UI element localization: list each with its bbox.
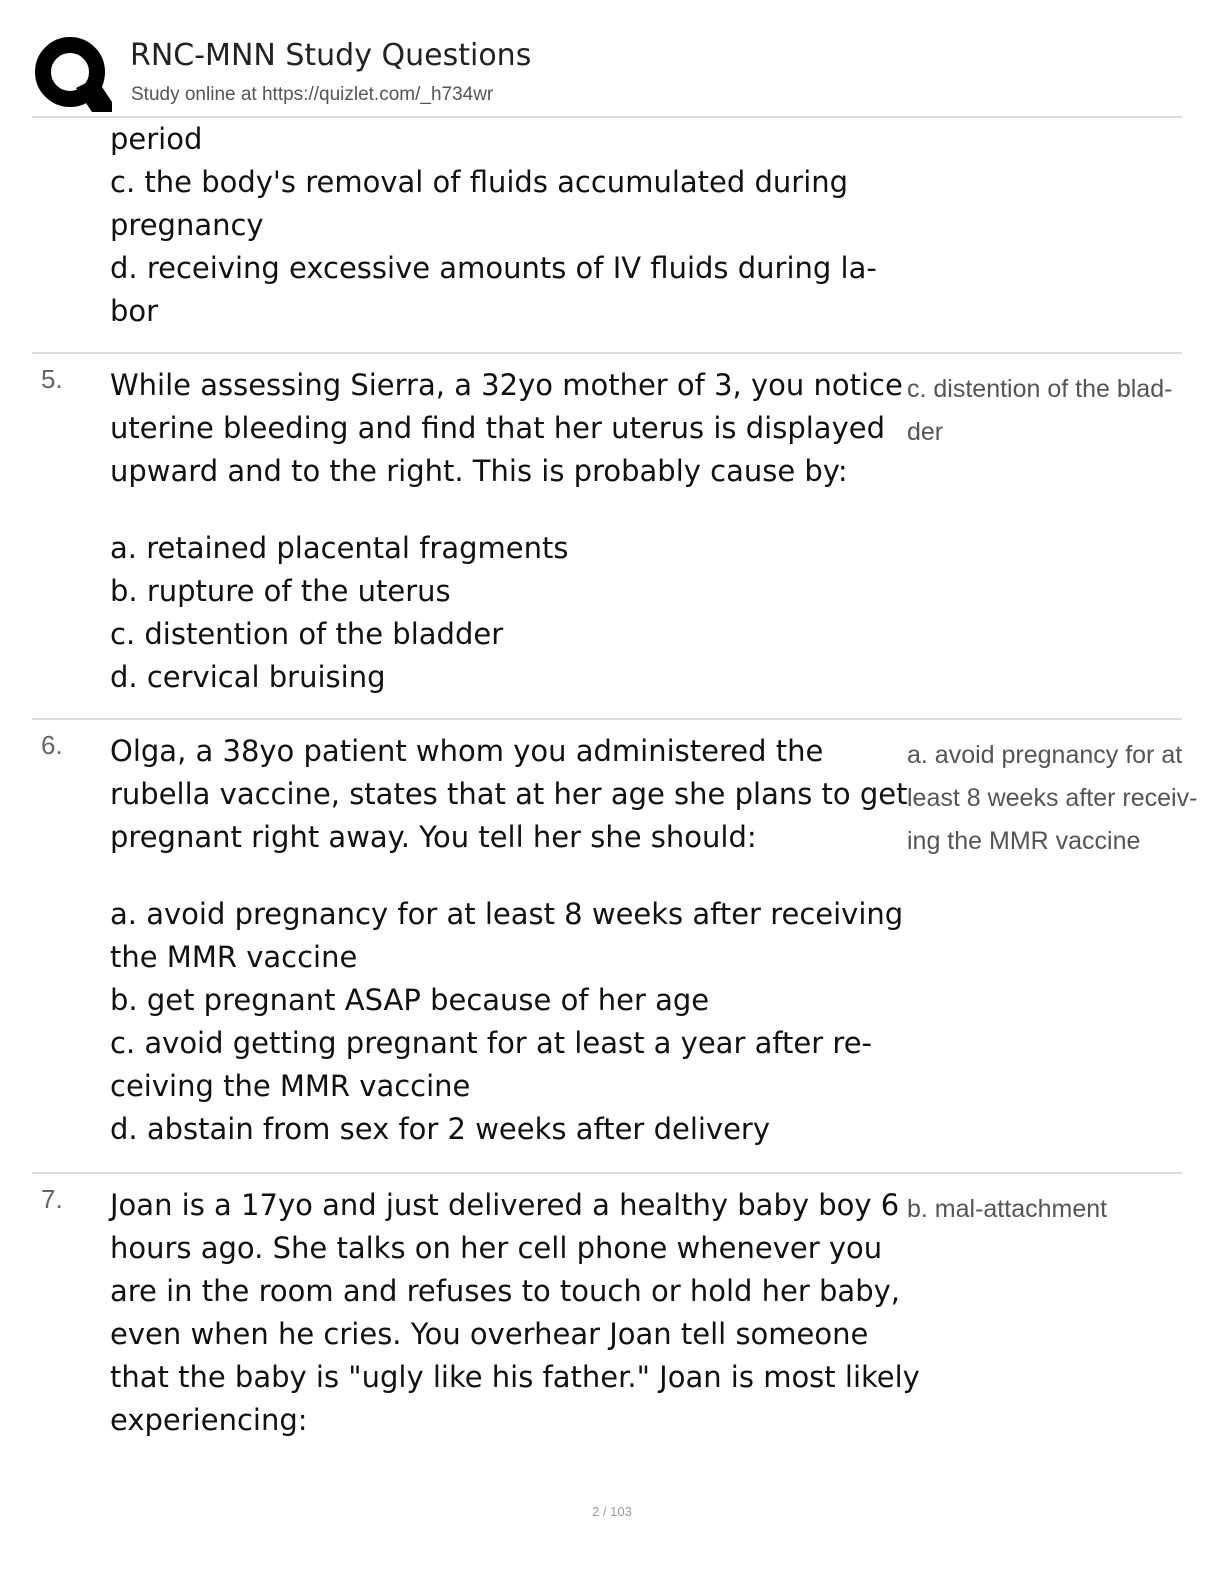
question-number: 5.: [41, 364, 63, 394]
answer-text: [907, 734, 1198, 863]
stem-line: that the baby is "ugly like his father." Joan is most likely: [110, 1360, 920, 1394]
answer-line: least 8 weeks after receiv-: [907, 784, 1198, 812]
option-line: pregnancy: [110, 208, 264, 242]
option-line: b. rupture of the uterus: [110, 574, 451, 608]
option-line: d. receiving excessive amounts of IV fluids during la-: [110, 251, 877, 285]
stem-line: are in the room and refuses to touch or hold her baby,: [110, 1274, 900, 1308]
option-line: c. distention of the bladder: [110, 617, 504, 651]
answer-line: ing the MMR vaccine: [907, 827, 1141, 855]
page-number: 2 / 103: [592, 1504, 632, 1519]
question-text: [110, 118, 910, 333]
question-divider: [32, 1172, 1182, 1174]
answer-text: [907, 368, 1182, 454]
stem-line: While assessing Sierra, a 32yo mother of 3, you notice: [110, 368, 903, 402]
option-line: a. retained placental fragments: [110, 531, 569, 565]
stem-line: uterine bleeding and find that her uterus is displayed: [110, 411, 885, 445]
option-line: period: [110, 122, 203, 156]
document-title: RNC-MNN Study Questions: [130, 38, 532, 73]
question-text: [110, 364, 910, 699]
question-number: 7.: [41, 1184, 63, 1214]
question-text: [110, 1184, 920, 1442]
stem-line: hours ago. She talks on her cell phone whenever you: [110, 1231, 883, 1265]
stem-line: upward and to the right. This is probably cause by:: [110, 454, 848, 488]
option-line: d. abstain from sex for 2 weeks after delivery: [110, 1112, 771, 1146]
option-line: d. cervical bruising: [110, 660, 386, 694]
question-text: [110, 730, 910, 1151]
option-line: bor: [110, 294, 159, 328]
stem-line: Joan is a 17yo and just delivered a healthy baby boy 6: [110, 1188, 900, 1222]
question-divider: [32, 352, 1182, 354]
option-line: c. avoid getting pregnant for at least a year after re-: [110, 1026, 873, 1060]
answer-text: [907, 1188, 1182, 1231]
quizlet-q-logo-icon: [32, 34, 112, 114]
stem-line: pregnant right away. You tell her she should:: [110, 820, 757, 854]
option-line: c. the body's removal of fluids accumulated during: [110, 165, 849, 199]
option-line: b. get pregnant ASAP because of her age: [110, 983, 710, 1017]
answer-line: c. distention of the blad-: [907, 375, 1173, 403]
answer-line: b. mal-attachment: [907, 1195, 1108, 1223]
study-online-link[interactable]: Study online at https://quizlet.com/_h734wr: [131, 84, 494, 105]
question-number: 6.: [41, 730, 63, 760]
option-line: ceiving the MMR vaccine: [110, 1069, 471, 1103]
stem-line: rubella vaccine, states that at her age she plans to get: [110, 777, 908, 811]
stem-line: even when he cries. You overhear Joan tell someone: [110, 1317, 869, 1351]
stem-line: experiencing:: [110, 1403, 308, 1437]
option-line: a. avoid pregnancy for at least 8 weeks after receiving: [110, 897, 904, 931]
stem-line: Olga, a 38yo patient whom you administered the: [110, 734, 824, 768]
page-header: [32, 32, 1182, 118]
option-line: the MMR vaccine: [110, 940, 358, 974]
question-divider: [32, 718, 1182, 720]
answer-line: a. avoid pregnancy for at: [907, 741, 1183, 769]
answer-line: der: [907, 418, 944, 446]
